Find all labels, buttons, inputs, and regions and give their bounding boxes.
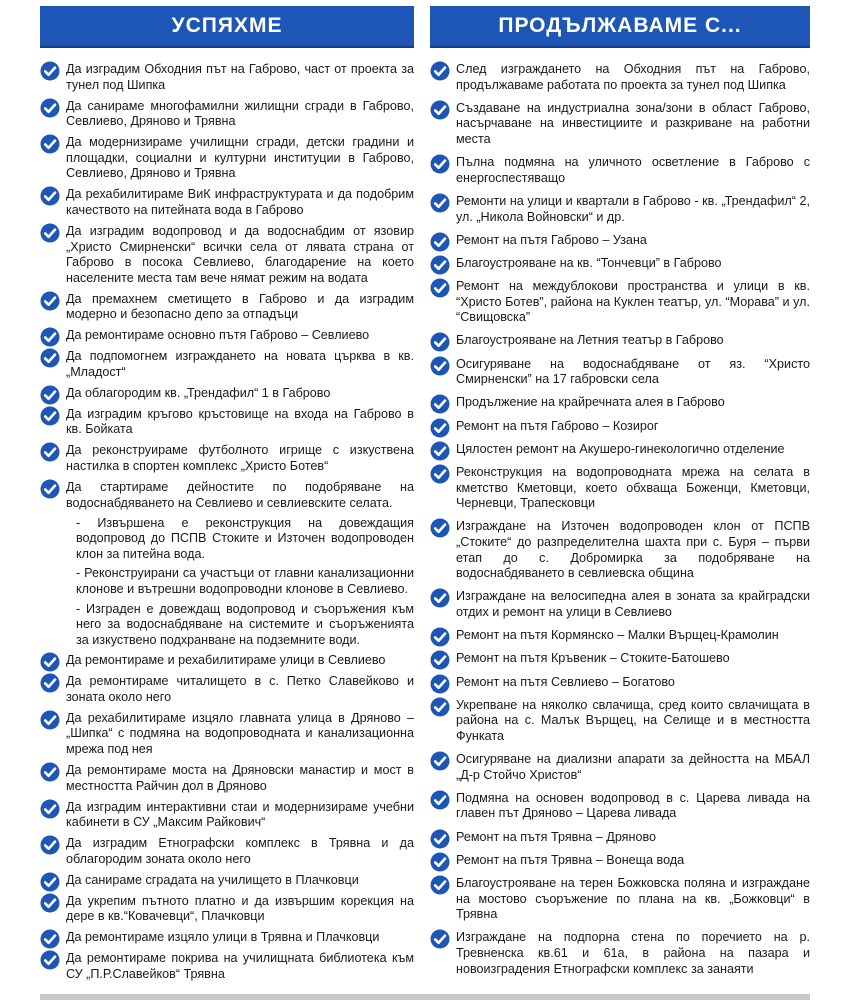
left-list-item [40,763,414,794]
right-list-item [430,519,810,581]
right-list-item [430,279,810,326]
check-circle-icon [40,799,60,819]
right-list-item [430,930,810,977]
left-list-item [40,873,414,889]
check-circle-icon [430,627,450,647]
right-list [430,62,810,977]
left-list-item [40,407,414,438]
right-item-text: Благоустрояване на терен Божковска поляна и изграждане на мостово съоръжение по плана на кв. „Божковци“ в Трявна [456,876,810,922]
right-list-item [430,698,810,745]
check-circle-icon [430,650,450,670]
left-banner-title: УСПЯХМЕ [40,6,414,48]
right-item-text: Изграждане на подпорна стена по поречието на р. Тревненска кв.61 и 61а, в района на пазара и новоизградения Етнографски комплекс за занаяти [456,930,810,976]
right-item-text: Ремонт на пътя Трявна – Дряново [456,829,657,844]
right-list-item [430,853,810,869]
check-circle-icon [40,442,60,462]
check-circle-icon [40,186,60,206]
left-list-item [40,480,414,511]
right-list-item [430,194,810,225]
right-item-text: Благоустрояване на кв. “Тончевци” в Габрово [456,255,722,270]
right-item-text: Ремонт на пътя Кормянско – Малки Върщец-Крамолин [456,628,779,643]
left-list-item [40,292,414,323]
check-circle-icon [430,232,450,252]
check-circle-icon [40,479,60,499]
check-circle-icon [40,835,60,855]
footer-bar [40,994,810,1000]
check-circle-icon [430,418,450,438]
right-item-text: Ремонт на междублокови пространства и улици в кв. “Христо Ботев”, района на Куклен театър, ул. “Морава” и ул. “Свищовска” [456,279,810,325]
right-list-item [430,62,810,93]
left-list-item [40,328,414,344]
left-list-item [40,951,414,982]
check-circle-icon [430,929,450,949]
right-list-item [430,830,810,846]
right-list-item [430,752,810,783]
left-sub-item: - Реконструирани са участъци от главни канализационни клонове и вътрешни водопроводни клонове в Севлиево. [76,566,414,596]
left-list-item [40,653,414,669]
left-list-item [40,930,414,946]
check-circle-icon [40,327,60,347]
right-banner-title: ПРОДЪЛЖАВАМЕ С... [430,6,810,48]
left-item-text: Да стартираме дейностите по подобряване на водоснабдяването на Севлиево и севлиевските селата. [66,479,414,510]
left-list-item [40,674,414,705]
right-list-item [430,675,810,691]
left-item-text: Да санираме многофамилни жилищни сгради в Габрово, Севлиево, Дряново и Трявна [66,98,414,129]
left-item-text: Да реконструираме футболното игрище с изкуствена настилка в спортен комплекс „Христо Ботев“ [66,443,414,473]
check-circle-icon [430,751,450,771]
left-item-text: Да ремонтираме основно пътя Габрово – Севлиево [66,328,370,343]
check-circle-icon [430,464,450,484]
check-circle-icon [430,852,450,872]
check-circle-icon [40,223,60,243]
check-circle-icon [40,929,60,949]
check-circle-icon [430,829,450,849]
left-item-text: Да подпомогнем изграждането на новата църква в кв. „Младост“ [66,349,414,379]
right-item-text: Ремонт на пътя Габрово – Козирог [456,418,659,433]
left-item-text: Да санираме сградата на училището в Плачковци [66,872,359,887]
right-list-item [430,256,810,272]
right-list-item [430,419,810,435]
right-item-text: Осигуряване на водоснабдяване от яз. “Христо Смирненски” на 17 габровски села [456,356,810,387]
check-circle-icon [40,98,60,118]
left-item-text: Да изградим кръгово кръстовище на входа на Габрово в кв. Бойката [66,406,414,437]
left-item-text: Да изградим Етнографски комплекс в Трявна и да облагородим зоната около него [66,836,414,866]
right-list-item [430,442,810,458]
right-list-item [430,465,810,512]
check-circle-icon [430,154,450,174]
left-item-text: Да ремонтираме моста на Дряновски манастир и мост в местността Райчин дол в Дряново [66,763,414,793]
right-item-text: Създаване на индустриална зона/зони в област Габрово, насърчаване на инвестициите и разкриване на работни места [456,100,810,146]
left-list [40,62,414,982]
check-circle-icon [40,710,60,730]
left-item-text: Да модернизираме училищни сгради, детски градини и площадки, социални и културни институции в Габрово, Севлиево, Дряново и Трявна [66,135,414,181]
right-item-text: Цялостен ремонт на Акушеро-гинекологично отделение [456,441,785,456]
check-circle-icon [40,652,60,672]
right-item-text: Ремонти на улици и квартали в Габрово - кв. „Трендафил“ 2, ул. „Никола Войновски“ и др. [456,193,810,224]
left-item-text: Да ремонтираме и рехабилитираме улици в Севлиево [66,653,386,668]
check-circle-icon [430,875,450,895]
left-item-text: Да изградим Обходния път на Габрово, част от проекта за тунел под Шипка [66,62,414,92]
left-list-item [40,711,414,758]
left-list-item [40,135,414,182]
left-item-text: Да облагородим кв. „Трендафил“ 1 в Габрово [66,385,331,400]
check-circle-icon [430,674,450,694]
check-circle-icon [40,950,60,970]
right-item-text: Реконструкция на водопроводната мрежа на селата в кметство Кметовци, което обхваща Боженци, Кметовци, Черневци, Трапесковци [456,465,810,511]
right-item-text: Изграждане на велосипедна алея в зоната за крайградски отдих и ремонт на улици в Севлиево [456,589,810,619]
check-circle-icon [40,348,60,368]
check-circle-icon [430,100,450,120]
left-list-item [40,99,414,130]
right-list-item [430,395,810,411]
left-item-text: Да премахнем сметището в Габрово и да изградим модерно и безопасно депо за отпадъци [66,291,414,322]
right-item-text: Ремонт на пътя Габрово – Узана [456,232,647,247]
right-item-text: Изграждане на Източен водопроводен клон от ПСПВ „Стоките“ до разпределителна шахта при с. Буря – първи етап до с. Добромирка за подобряване на водоснабдяването в севлиевска община [456,519,810,581]
check-circle-icon [430,588,450,608]
left-list-item [40,836,414,867]
check-circle-icon [40,762,60,782]
right-item-text: Осигуряване на диализни апарати за дейността на МБАЛ „Д-р Стойчо Христов“ [456,752,810,782]
check-circle-icon [40,872,60,892]
right-list-item [430,876,810,923]
right-item-text: След изграждането на Обходния път на Габрово, продължаваме работата по проекта за тунел под Шипка [456,62,810,92]
check-circle-icon [430,278,450,298]
left-sub-item: - Изграден е довеждащ водопровод и съоръжения към него за водоснабдяване на системите и съоръженията за изкуствено подхранване на подземните води. [76,601,414,647]
left-sub-item: - Извършена е реконструкция на довеждащия водопровод до ПСПВ Стоките и Източен водопроводен клон за питейна вода. [76,515,414,561]
check-circle-icon [430,255,450,275]
left-item-text: Да укрепим пътното платно и да извършим корекция на дере в кв.“Ковачевци“, Плачковци [66,893,414,924]
check-circle-icon [430,61,450,81]
right-list-item [430,791,810,822]
right-list-item [430,233,810,249]
right-item-text: Укрепване на няколко свлачища, сред които свлачищата в района на с. Малък Върщец, на Селище и в местността Функата [456,697,810,743]
check-circle-icon [430,356,450,376]
check-circle-icon [430,441,450,461]
right-item-text: Благоустрояване на Летния театър в Габрово [456,333,724,348]
left-item-text: Да рехабилитираме изцяло главната улица в Дряново – „Шипка“ с подмяна на водопроводната и канализационна мрежа под нея [66,710,414,757]
right-list-item [430,628,810,644]
check-circle-icon [430,518,450,538]
check-circle-icon [40,673,60,693]
left-list-item [40,386,414,402]
right-list-item [430,333,810,349]
right-item-text: Ремонт на пътя Кръвеник – Стоките-Батошево [456,651,730,666]
right-list-item [430,357,810,388]
left-item-text: Да ремонтираме покрива на училищната библиотека към СУ „П.Р.Славейков“ Трявна [66,951,414,981]
right-item-text: Пълна подмяна на уличното осветление в Габрово с енергоспестяващо [456,155,810,185]
left-item-text: Да ремонтираме изцяло улици в Трявна и Плачковци [66,930,380,945]
check-circle-icon [430,332,450,352]
check-circle-icon [430,697,450,717]
left-list-item [40,187,414,218]
right-list-item [430,155,810,186]
check-circle-icon [40,291,60,311]
left-list-item [40,443,414,474]
left-list-item [40,349,414,380]
left-item-text: Да изградим водопровод и да водоснабдим от язовир „Христо Смирненски“ всички села от лявата страна от Габрово в посока Севлиево, благодарение на което населените места там вече нямат режим на водата [66,223,414,285]
left-item-text: Да ремонтираме читалището в с. Петко Славейково и зоната около него [66,674,414,704]
check-circle-icon [40,893,60,913]
left-list-item [40,800,414,831]
left-list-item [40,894,414,925]
check-circle-icon [40,385,60,405]
check-circle-icon [430,790,450,810]
right-column [430,6,810,985]
right-item-text: Подмяна на основен водопровод в с. Царева ливада на главен път Дряново – Царева ливада [456,790,810,821]
right-list-item [430,589,810,620]
left-item-text: Да изградим интерактивни стаи и модернизираме учебни кабинети в СУ „Максим Райкович“ [66,799,414,830]
right-item-text: Ремонт на пътя Трявна – Вонеща вода [456,852,685,867]
check-circle-icon [430,394,450,414]
right-item-text: Продължение на крайречната алея в Габрово [456,395,725,410]
check-circle-icon [430,193,450,213]
left-list-item [40,62,414,93]
left-column [40,6,414,988]
right-item-text: Ремонт на пътя Севлиево – Богатово [456,674,675,689]
left-list-item [40,224,414,286]
check-circle-icon [40,61,60,81]
left-item-text: Да рехабилитираме ВиК инфраструктурата и да подобрим качеството на питейната вода в Габрово [66,187,414,217]
check-circle-icon [40,406,60,426]
check-circle-icon [40,134,60,154]
right-list-item [430,101,810,148]
right-list-item [430,651,810,667]
